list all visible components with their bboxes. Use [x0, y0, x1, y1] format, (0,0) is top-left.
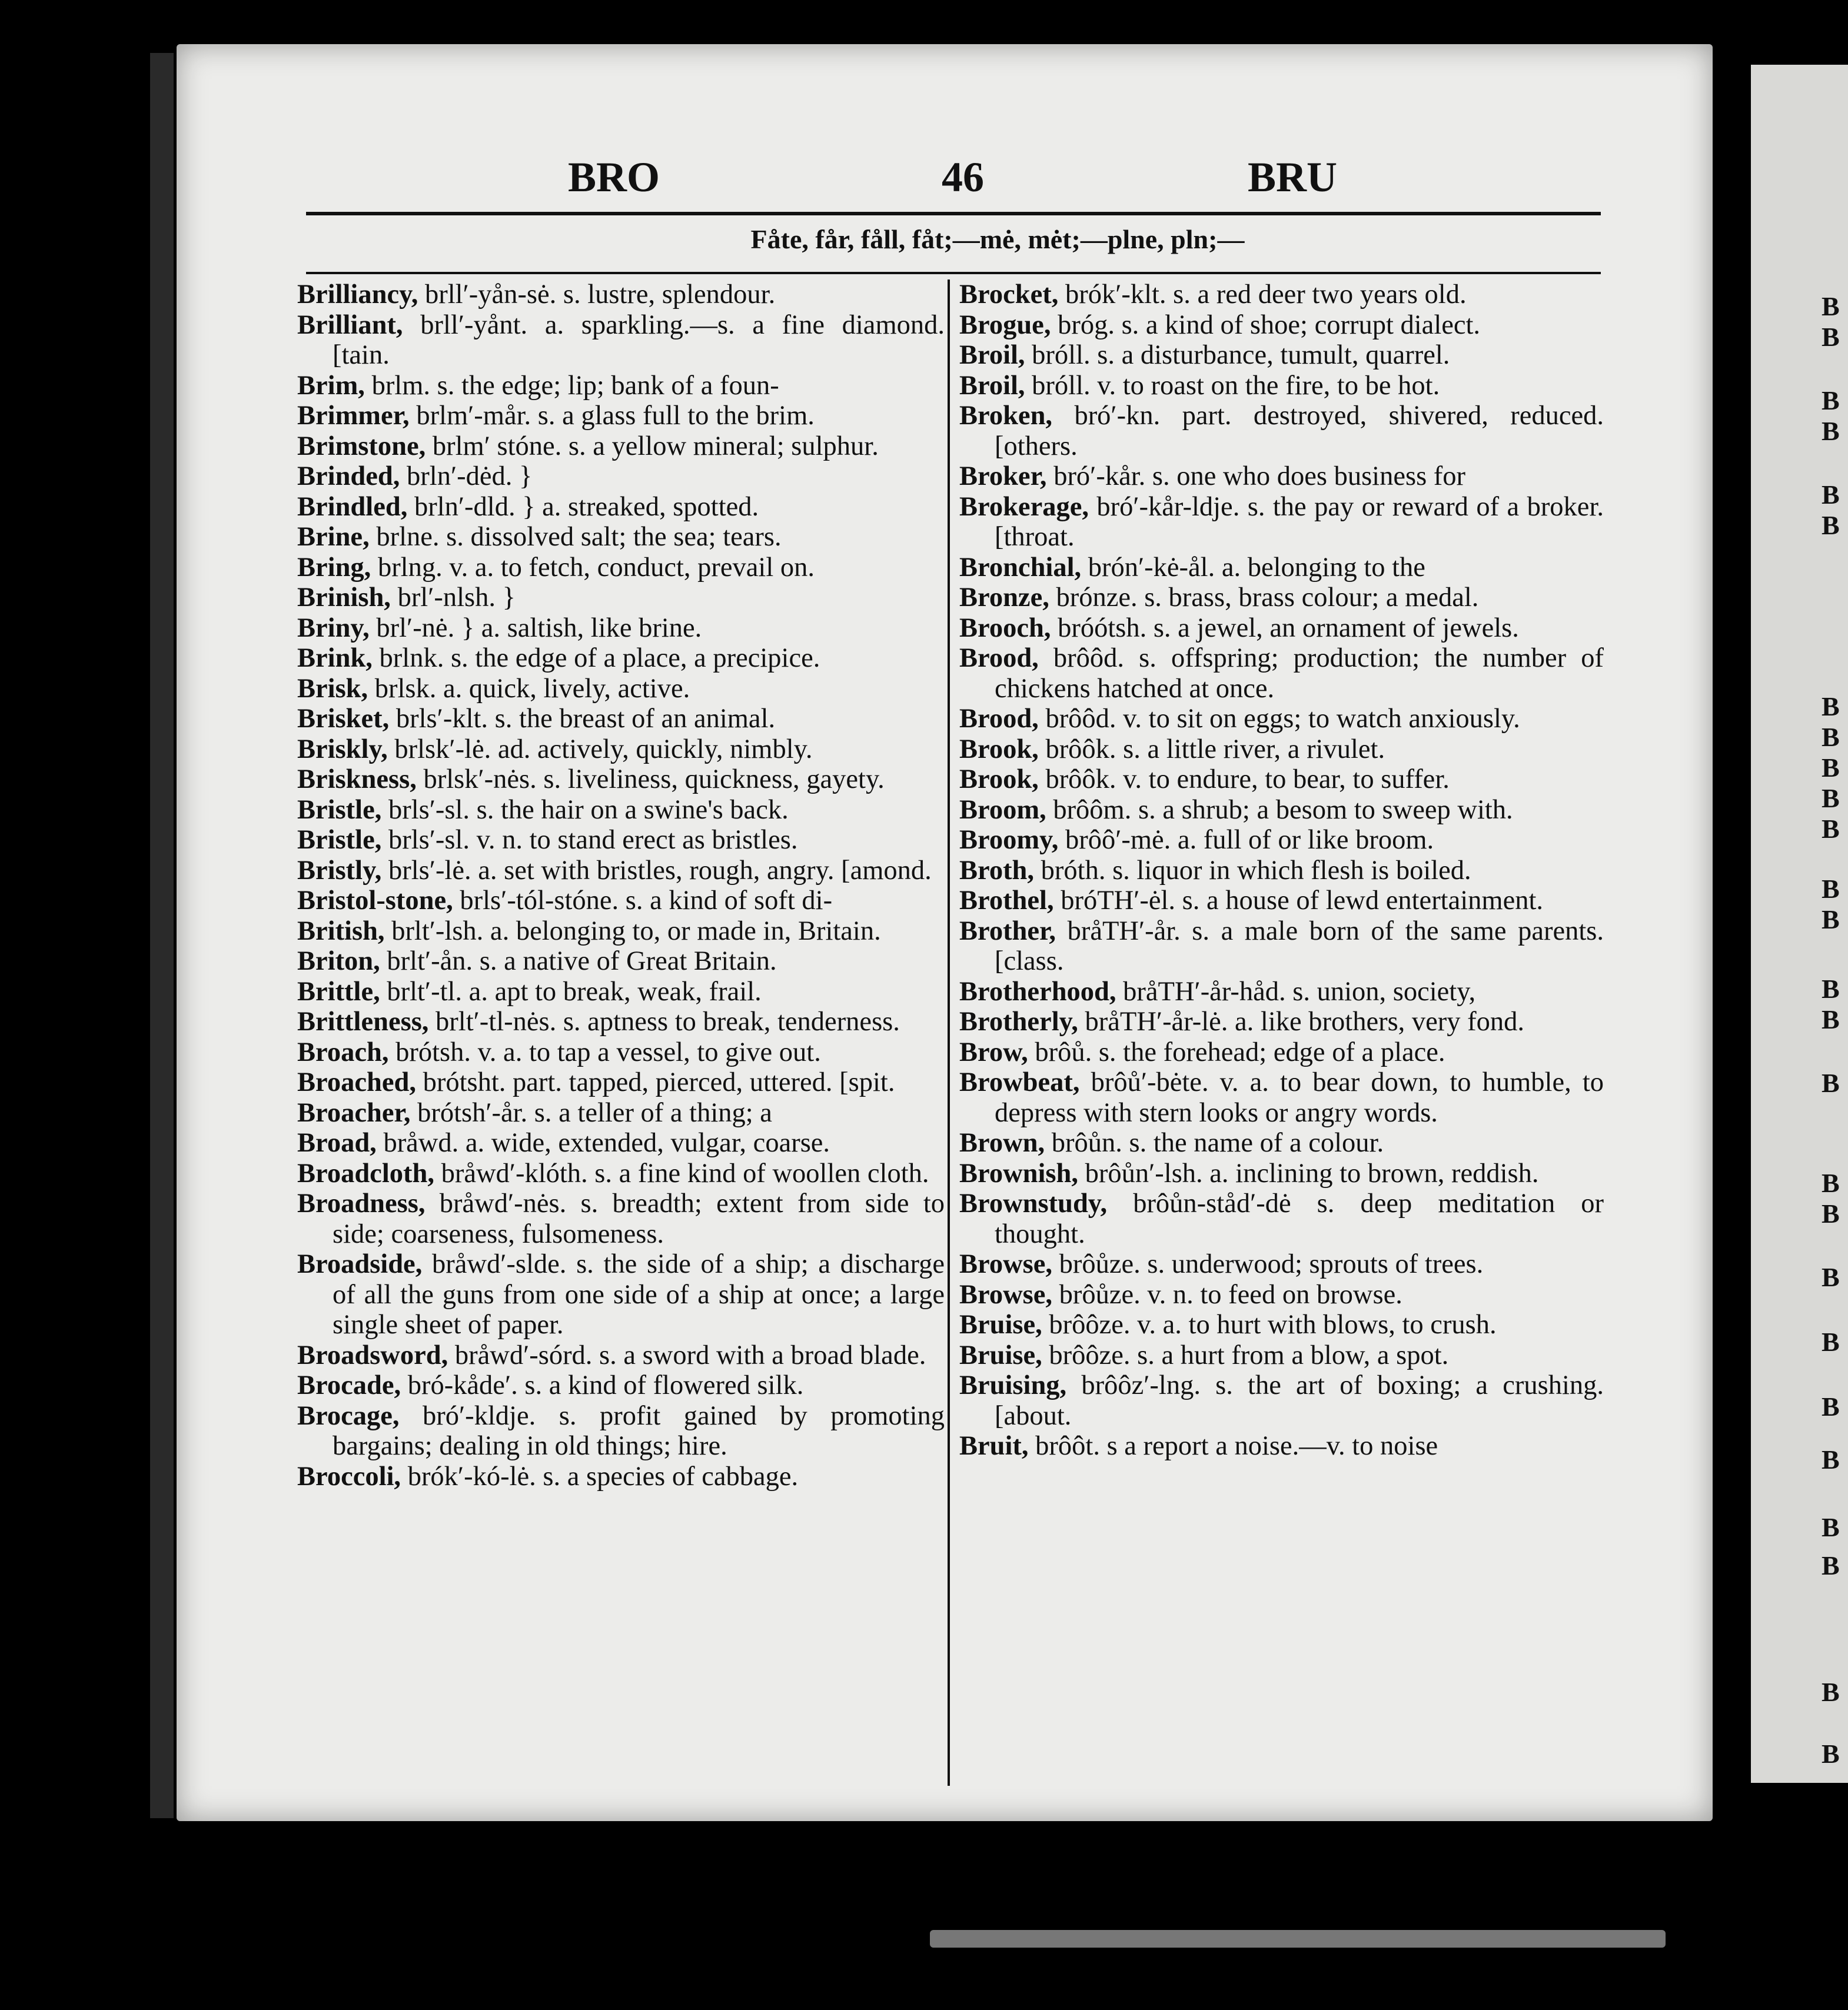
definition: brôôd. v. to sit on eggs; to watch anxiously.: [1038, 704, 1520, 734]
headword: Brothel,: [959, 886, 1054, 916]
dictionary-entry: [959, 764, 1604, 795]
headword: Bruit,: [959, 1431, 1029, 1461]
dictionary-entry: [959, 825, 1604, 856]
headword: Brotherly,: [959, 1007, 1078, 1037]
definition: bróth. s. liquor in which flesh is boiled.: [1034, 855, 1471, 886]
dictionary-entry: [959, 643, 1604, 704]
headword: Broadsword,: [297, 1340, 448, 1370]
dictionary-entry: [297, 1462, 945, 1492]
dictionary-entry: [297, 977, 945, 1007]
definition: brls′-sl. s. the hair on a swine's back.: [381, 794, 789, 825]
definition: bråwd. a. wide, extended, vulgar, coarse.: [376, 1128, 830, 1158]
headword: Brocage,: [297, 1400, 400, 1431]
definition: brôôd. s. offspring; production; the number of chickens hatched at once.: [995, 643, 1604, 704]
dictionary-entry: [959, 340, 1604, 371]
page-bottom-shadow: [930, 1930, 1666, 1948]
headword: Broadness,: [297, 1189, 426, 1219]
definition: brôôm. s. a shrub; a besom to sweep with.: [1046, 794, 1513, 825]
headword: Brook,: [959, 734, 1039, 764]
headword: Browse,: [959, 1279, 1053, 1310]
dictionary-entry: [297, 1159, 945, 1189]
dictionary-entry: [297, 825, 945, 856]
next-page-initial: B: [1822, 416, 1840, 446]
headword: Brittle,: [297, 976, 380, 1007]
page-number: 46: [942, 154, 984, 201]
headword: Bronchial,: [959, 552, 1082, 583]
next-page-initial: B: [1822, 322, 1840, 352]
next-page-initial: B: [1822, 1262, 1840, 1292]
dictionary-entry: [959, 886, 1604, 916]
headword: Bruising,: [959, 1370, 1067, 1400]
headword: Brokerage,: [959, 491, 1089, 522]
definition: bróll. v. to roast on the fire, to be hot.: [1025, 370, 1440, 401]
definition: brók′-kó-lė. s. a species of cabbage.: [401, 1461, 799, 1492]
dictionary-entry: [959, 1189, 1604, 1249]
next-page-initial: B: [1822, 1512, 1840, 1542]
right-column: [959, 279, 1604, 1462]
next-page-strip: [1751, 65, 1848, 1783]
headword: Briskness,: [297, 764, 417, 794]
dictionary-entry: [959, 553, 1604, 583]
definition: bråwd′-nės. s. breadth; extent from side to side; coarseness, fulsomeness.: [333, 1189, 945, 1249]
next-page-initial: B: [1822, 974, 1840, 1004]
headword: Broadcloth,: [297, 1158, 434, 1189]
headword: Brocade,: [297, 1370, 401, 1400]
next-page-initial: B: [1822, 1068, 1840, 1098]
dictionary-entry: [959, 492, 1604, 553]
definition: bråwd′-slde. s. the side of a ship; a discharge of all the guns from one side of a ship at once; a large single sheet of paper.: [333, 1249, 945, 1340]
headword: Broached,: [297, 1067, 416, 1097]
dictionary-entry: [959, 1370, 1604, 1431]
dictionary-entry: [959, 704, 1604, 734]
headword: Brilliancy,: [297, 279, 418, 310]
definition: brôůze. v. n. to feed on browse.: [1052, 1279, 1402, 1310]
headword: Broth,: [959, 855, 1035, 886]
definition: brôôk. v. to endure, to bear, to suffer.: [1038, 764, 1450, 794]
headword: Brindled,: [297, 491, 408, 522]
definition: brlnk. s. the edge of a place, a precipice.: [372, 643, 820, 673]
headword: Bronze,: [959, 583, 1049, 613]
headword: Bruise,: [959, 1340, 1042, 1370]
dictionary-entry: [959, 371, 1604, 401]
dictionary-entry: [297, 946, 945, 977]
definition: brls′-sl. v. n. to stand erect as bristles.: [381, 825, 798, 855]
left-guide-word: BRO: [568, 154, 660, 201]
next-page-initial: B: [1822, 1739, 1840, 1769]
column-divider: [948, 279, 950, 1786]
dictionary-entry: [297, 1249, 945, 1340]
headword: Brogue,: [959, 310, 1051, 340]
definition: brlm′ stóne. s. a yellow mineral; sulphur.: [426, 431, 879, 461]
headword: Brood,: [959, 704, 1039, 734]
definition: bró-kåde′. s. a kind of flowered silk.: [401, 1370, 804, 1400]
definition: brôů′-bėte. v. a. to bear down, to humble, to depress with stern looks or angry words.: [995, 1067, 1604, 1128]
definition: brls′-lė. a. set with bristles, rough, angry. [amond.: [381, 855, 932, 886]
dictionary-entry: [297, 522, 945, 553]
definition: bråwd′-sórd. s. a sword with a broad blade.: [448, 1340, 926, 1370]
dictionary-entry: [297, 1401, 945, 1462]
dictionary-entry: [297, 764, 945, 795]
definition: brln′-dld. } a. streaked, spotted.: [407, 491, 759, 522]
definition: bråwd′-klóth. s. a fine kind of woollen cloth.: [434, 1158, 929, 1189]
key-rule: [306, 272, 1601, 274]
headword: Broad,: [297, 1128, 377, 1158]
next-page-initial: B: [1822, 385, 1840, 415]
headword: Brown,: [959, 1128, 1045, 1158]
headword: Brimstone,: [297, 431, 426, 461]
dictionary-entry: [297, 1370, 945, 1401]
headword: Brocket,: [959, 279, 1059, 310]
next-page-initial: B: [1822, 1004, 1840, 1034]
definition: brôůze. s. underwood; sprouts of trees.: [1052, 1249, 1484, 1279]
headword: Broacher,: [297, 1097, 411, 1128]
definition: brôô′-mė. a. full of or like broom.: [1058, 825, 1434, 855]
dictionary-entry: [297, 916, 945, 947]
next-page-initial: B: [1822, 904, 1840, 934]
dictionary-entry: [297, 583, 945, 613]
next-page-initial: B: [1822, 1550, 1840, 1580]
definition: bróótsh. s. a jewel, an ornament of jewels.: [1051, 613, 1519, 643]
definition: brôůn-ståd′-dė s. deep meditation or thought.: [995, 1189, 1604, 1249]
headword: Brisket,: [297, 704, 390, 734]
dictionary-entry: [959, 1159, 1604, 1189]
headword: Broach,: [297, 1037, 389, 1067]
headword: Brownish,: [959, 1158, 1079, 1189]
definition: bróTH′-ėl. s. a house of lewd entertainment.: [1053, 886, 1544, 916]
dictionary-entry: [297, 795, 945, 826]
definition: brl′-nlsh. }: [390, 583, 516, 613]
definition: brótsh. v. a. to tap a vessel, to give out.: [388, 1037, 821, 1067]
next-page-initial: B: [1822, 1199, 1840, 1229]
page-edge: [150, 53, 174, 1818]
dictionary-entry: [959, 1067, 1604, 1128]
definition: brlsk′-nės. s. liveliness, quickness, gayety.: [416, 764, 885, 794]
headword: Brownstudy,: [959, 1189, 1108, 1219]
headword: Bring,: [297, 552, 371, 583]
dictionary-entry: [297, 643, 945, 674]
definition: bró′-kn. part. destroyed, shivered, reduced. [others.: [995, 401, 1604, 461]
definition: brln′-dėd. }: [400, 461, 533, 491]
definition: brôôze. s. a hurt from a blow, a spot.: [1042, 1340, 1449, 1370]
definition: brónze. s. brass, brass colour; a medal.: [1049, 583, 1479, 613]
definition: brók′-klt. s. a red deer two years old.: [1058, 279, 1467, 310]
dictionary-entry: [959, 1280, 1604, 1310]
next-page-initial: B: [1822, 510, 1840, 540]
dictionary-entry: [959, 856, 1604, 886]
definition: brlt′-lsh. a. belonging to, or made in, Britain.: [384, 916, 881, 946]
definition: bró′-kår-ldje. s. the pay or reward of a broker. [throat.: [995, 491, 1604, 552]
headword: Brinish,: [297, 583, 391, 613]
headword: Bristle,: [297, 825, 382, 855]
next-page-initial: B: [1822, 1677, 1840, 1707]
dictionary-entry: [959, 977, 1604, 1007]
dictionary-entry: [297, 1340, 945, 1371]
definition: brótsh′-år. s. a teller of a thing; a: [410, 1097, 772, 1128]
dictionary-entry: [959, 1007, 1604, 1037]
next-page-initial: B: [1822, 753, 1840, 783]
headword: Broil,: [959, 370, 1025, 401]
definition: brôôz′-lng. s. the art of boxing; a crushing. [about.: [995, 1370, 1604, 1431]
definition: bråTH′-år. s. a male born of the same parents. [class.: [995, 916, 1604, 976]
headword: Brisk,: [297, 673, 368, 704]
dictionary-entry: [297, 279, 945, 310]
headword: British,: [297, 916, 385, 946]
dictionary-entry: [297, 856, 945, 886]
definition: brll′-yånt. a. sparkling.—s. a fine diamond. [tain.: [333, 310, 945, 370]
page-header: [306, 153, 1601, 218]
headword: Brow,: [959, 1037, 1028, 1067]
dictionary-entry: [959, 1249, 1604, 1280]
definition: bróll. s. a disturbance, tumult, quarrel.: [1025, 340, 1450, 370]
dictionary-entry: [297, 734, 945, 765]
next-page-initial: B: [1822, 480, 1840, 510]
right-guide-word: BRU: [1248, 154, 1338, 201]
dictionary-entry: [297, 1007, 945, 1037]
headword: Bristle,: [297, 794, 382, 825]
definition: brón′-kė-ål. a. belonging to the: [1081, 552, 1425, 583]
headword: Brim,: [297, 370, 365, 401]
definition: brlne. s. dissolved salt; the sea; tears.: [369, 522, 782, 552]
next-page-initial: B: [1822, 783, 1840, 813]
headword: Brook,: [959, 764, 1039, 794]
dictionary-entry: [297, 492, 945, 523]
headword: Brotherhood,: [959, 976, 1116, 1007]
dictionary-entry: [297, 461, 945, 492]
headword: Browbeat,: [959, 1067, 1080, 1097]
dictionary-entry: [297, 1189, 945, 1249]
dictionary-entry: [959, 1310, 1604, 1340]
definition: brlsk. a. quick, lively, active.: [368, 673, 690, 704]
dictionary-entry: [297, 674, 945, 704]
headword: Broom,: [959, 794, 1046, 825]
definition: brlt′-tl-nės. s. aptness to break, tenderness.: [428, 1007, 900, 1037]
definition: bró′-kår. s. one who does business for: [1046, 461, 1466, 491]
definition: brlm′-mår. s. a glass full to the brim.: [409, 401, 815, 431]
headword: Briskly,: [297, 734, 388, 764]
headword: Briton,: [297, 946, 380, 976]
headword: Broadside,: [297, 1249, 423, 1279]
definition: bróg. s. a kind of shoe; corrupt dialect.: [1051, 310, 1481, 340]
dictionary-entry: [959, 795, 1604, 826]
headword: Brinded,: [297, 461, 400, 491]
definition: brôůn. s. the name of a colour.: [1045, 1128, 1384, 1158]
headword: Broken,: [959, 401, 1053, 431]
headword: Brood,: [959, 643, 1039, 673]
next-page-initial: B: [1822, 1327, 1840, 1357]
definition: brlm. s. the edge; lip; bank of a foun-: [364, 370, 779, 401]
definition: brôůn′-lsh. a. inclining to brown, reddish.: [1078, 1158, 1539, 1189]
dictionary-entry: [297, 310, 945, 371]
pronunciation-key: [0, 224, 1848, 255]
dictionary-entry: [959, 461, 1604, 492]
dictionary-entry: [297, 1067, 945, 1098]
dictionary-entry: [959, 1340, 1604, 1371]
definition: brótsht. part. tapped, pierced, uttered. [spit.: [416, 1067, 895, 1097]
dictionary-entry: [959, 310, 1604, 341]
headword: Broil,: [959, 340, 1025, 370]
definition: bró′-kldje. s. profit gained by promoting bargains; dealing in old things; hire.: [333, 1400, 945, 1461]
dictionary-entry: [297, 886, 945, 916]
definition: bråTH′-år-lė. a. like brothers, very fond.: [1078, 1007, 1525, 1037]
headword: Broccoli,: [297, 1461, 401, 1492]
headword: Broker,: [959, 461, 1047, 491]
next-page-initial: B: [1822, 291, 1840, 321]
headword: Brink,: [297, 643, 373, 673]
definition: brôů. s. the forehead; edge of a place.: [1028, 1037, 1445, 1067]
dictionary-entry: [297, 1037, 945, 1068]
definition: bråTH′-år-håd. s. union, society,: [1116, 976, 1476, 1007]
definition: brlsk′-lė. ad. actively, quickly, nimbly.: [387, 734, 813, 764]
next-page-initial: B: [1822, 1392, 1840, 1422]
dictionary-entry: [297, 1128, 945, 1159]
definition: brôôt. s a report a noise.—v. to noise: [1028, 1431, 1438, 1461]
definition: brls′-tól-stóne. s. a kind of soft di-: [453, 886, 833, 916]
dictionary-entry: [297, 371, 945, 401]
headword: Browse,: [959, 1249, 1053, 1279]
next-page-initial: B: [1822, 1445, 1840, 1475]
definition: brls′-klt. s. the breast of an animal.: [389, 704, 776, 734]
definition: brll′-yån-sė. s. lustre, splendour.: [418, 279, 776, 310]
headword: Briny,: [297, 613, 370, 643]
dictionary-entry: [959, 1037, 1604, 1068]
dictionary-entry: [959, 734, 1604, 765]
next-page-initial: B: [1822, 722, 1840, 752]
dictionary-entry: [959, 1128, 1604, 1159]
headword: Broomy,: [959, 825, 1059, 855]
headword: Brimmer,: [297, 401, 410, 431]
dictionary-entry: [297, 1098, 945, 1129]
dictionary-entry: [297, 613, 945, 644]
definition: brlt′-ån. s. a native of Great Britain.: [380, 946, 777, 976]
headword: Bristol-stone,: [297, 886, 453, 916]
definition: brlt′-tl. a. apt to break, weak, frail.: [380, 976, 762, 1007]
header-rule: [306, 212, 1601, 215]
dictionary-entry: [959, 916, 1604, 977]
next-page-initial: B: [1822, 874, 1840, 904]
headword: Bruise,: [959, 1310, 1042, 1340]
definition: brôôze. v. a. to hurt with blows, to crush.: [1042, 1310, 1497, 1340]
definition: brl′-nė. } a. saltish, like brine.: [369, 613, 702, 643]
headword: Brother,: [959, 916, 1056, 946]
next-page-initial: B: [1822, 814, 1840, 844]
dictionary-entry: [297, 704, 945, 734]
headword: Brittleness,: [297, 1007, 429, 1037]
dictionary-entry: [959, 583, 1604, 613]
headword: Bristly,: [297, 855, 382, 886]
next-page-initial: B: [1822, 691, 1840, 721]
dictionary-entry: [959, 1431, 1604, 1462]
headword: Brilliant,: [297, 310, 403, 340]
definition: brôôk. s. a little river, a rivulet.: [1038, 734, 1385, 764]
dictionary-entry: [959, 401, 1604, 461]
headword: Brine,: [297, 522, 370, 552]
dictionary-entry: [959, 279, 1604, 310]
dictionary-entry: [959, 613, 1604, 644]
dictionary-entry: [297, 401, 945, 431]
next-page-initial: B: [1822, 1168, 1840, 1198]
dictionary-entry: [297, 431, 945, 462]
left-column: [297, 279, 945, 1492]
headword: Brooch,: [959, 613, 1051, 643]
definition: brlng. v. a. to fetch, conduct, prevail on.: [371, 552, 815, 583]
pronunciation-key-text: Fåte, får, fåll, fåt;—mė, mėt;—plne, pln;—: [750, 224, 1245, 254]
dictionary-entry: [297, 553, 945, 583]
